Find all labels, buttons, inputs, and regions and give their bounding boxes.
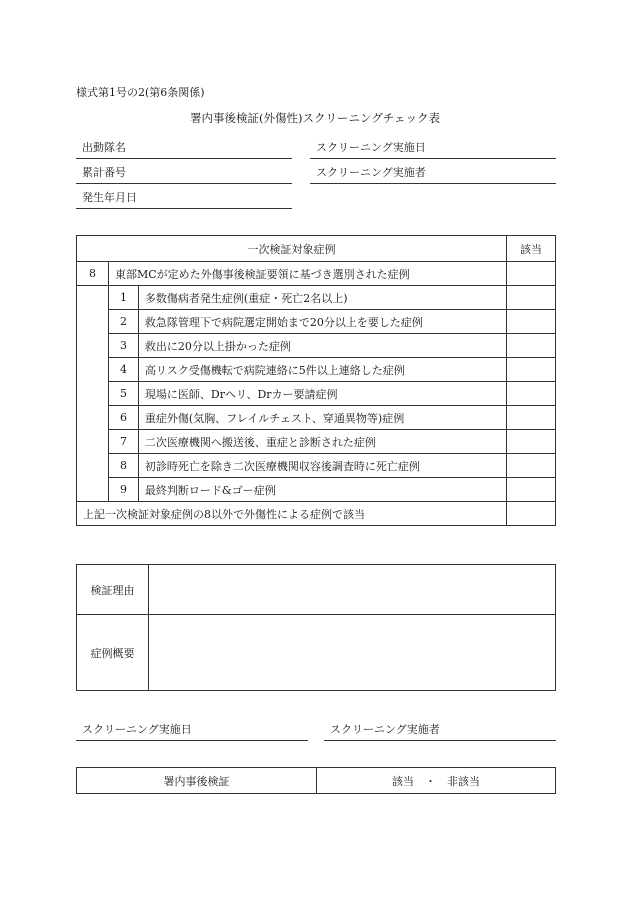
- summary-label: 症例概要: [77, 615, 149, 691]
- criteria-text: 最終判断ロード&ゴー症例: [138, 478, 506, 502]
- main-criteria-text: 東部MCが定めた外傷事後検証要領に基づき選別された症例: [108, 262, 506, 286]
- result-label: 署内事後検証: [77, 768, 317, 794]
- criteria-check[interactable]: [507, 310, 556, 334]
- criteria-footer-row: [77, 502, 556, 526]
- criteria-check[interactable]: [507, 334, 556, 358]
- reason-label: 検証理由: [77, 565, 149, 615]
- page-title: 署内事後検証(外傷性)スクリーニングチェック表: [190, 111, 440, 125]
- applicable-header: 該当: [507, 236, 556, 262]
- criteria-number: 3: [108, 334, 138, 358]
- criteria-text: 救出に20分以上掛かった症例: [138, 334, 506, 358]
- occurrence-date-field[interactable]: 発生年月日: [76, 187, 292, 209]
- notes-table: [76, 564, 556, 691]
- criteria-footer-text: 上記一次検証対象症例の8以外で外傷性による症例で該当: [77, 502, 507, 526]
- criteria-header-row: [77, 236, 556, 262]
- criteria-row: [77, 430, 556, 454]
- screening-date-field[interactable]: スクリーニング実施日: [310, 137, 556, 159]
- cumulative-number-field[interactable]: 累計番号: [76, 162, 292, 184]
- criteria-row: [77, 478, 556, 502]
- criteria-number: 5: [108, 382, 138, 406]
- criteria-number: 6: [108, 406, 138, 430]
- signature-screening-person[interactable]: スクリーニング実施者: [324, 719, 556, 741]
- criteria-row: [77, 406, 556, 430]
- criteria-check[interactable]: [507, 454, 556, 478]
- main-criteria-check[interactable]: [507, 262, 556, 286]
- criteria-check[interactable]: [507, 286, 556, 310]
- criteria-text: 重症外傷(気胸、フレイルチェスト、穿通異物等)症例: [138, 406, 506, 430]
- criteria-check[interactable]: [507, 358, 556, 382]
- criteria-text: 救急隊管理下で病院選定開始まで20分以上を要した症例: [138, 310, 506, 334]
- criteria-text: 初診時死亡を除き二次医療機関収容後調査時に死亡症例: [138, 454, 506, 478]
- main-criteria-number: 8: [77, 262, 109, 286]
- summary-input[interactable]: [149, 615, 556, 691]
- criteria-number: 4: [108, 358, 138, 382]
- reason-input[interactable]: [149, 565, 556, 615]
- main-criteria-row: [77, 262, 556, 286]
- criteria-check[interactable]: [507, 382, 556, 406]
- criteria-text: 現場に医師、Drヘリ、Drカー要請症例: [138, 382, 506, 406]
- criteria-text: 二次医療機関へ搬送後、重症と診断された症例: [138, 430, 506, 454]
- form-number: 様式第1号の2(第6条関係): [76, 86, 205, 99]
- signature-screening-date[interactable]: スクリーニング実施日: [76, 719, 308, 741]
- criteria-check[interactable]: [507, 406, 556, 430]
- criteria-text: 多数傷病者発生症例(重症・死亡2名以上): [138, 286, 506, 310]
- result-table: [76, 767, 556, 794]
- criteria-row: [77, 454, 556, 478]
- criteria-number: 2: [108, 310, 138, 334]
- criteria-number: 8: [108, 454, 138, 478]
- criteria-number: 7: [108, 430, 138, 454]
- dispatch-unit-field[interactable]: 出動隊名: [76, 137, 292, 159]
- sub-items-indent: [77, 286, 109, 502]
- criteria-footer-check[interactable]: [507, 502, 556, 526]
- criteria-text: 高リスク受傷機転で病院連絡に5件以上連絡した症例: [138, 358, 506, 382]
- criteria-row: [77, 310, 556, 334]
- criteria-number: 9: [108, 478, 138, 502]
- criteria-check[interactable]: [507, 430, 556, 454]
- criteria-row: [77, 358, 556, 382]
- criteria-row: [77, 286, 556, 310]
- criteria-table: [76, 235, 556, 526]
- criteria-row: [77, 334, 556, 358]
- criteria-check[interactable]: [507, 478, 556, 502]
- criteria-row: [77, 382, 556, 406]
- criteria-header: 一次検証対象症例: [77, 236, 507, 262]
- result-options[interactable]: 該当 ・ 非該当: [317, 768, 556, 794]
- screening-person-field[interactable]: スクリーニング実施者: [310, 162, 556, 184]
- criteria-number: 1: [108, 286, 138, 310]
